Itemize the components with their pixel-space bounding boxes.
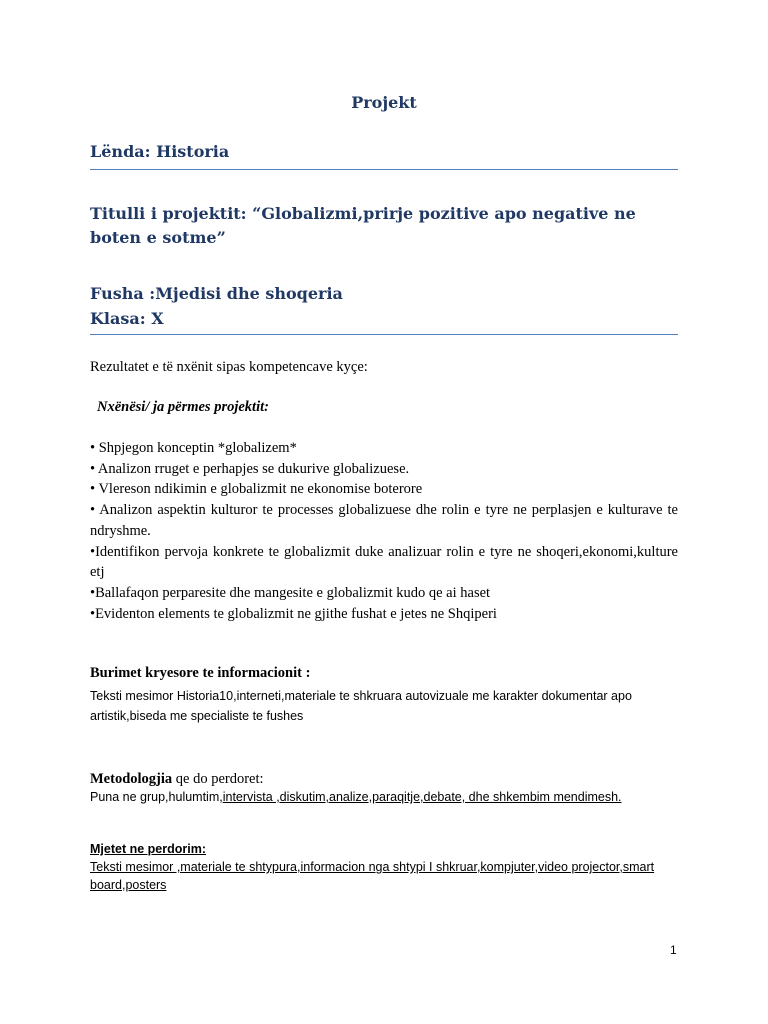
subject-heading: Lënda: Historia bbox=[90, 142, 230, 161]
list-item: •Evidenton elements te globalizmit ne gjithe fushat e jetes ne Shqiperi bbox=[90, 605, 497, 622]
project-title-heading: Titulli i projektit: “Globalizmi,prirje pozitive apo negative ne boten e sotme” bbox=[90, 204, 636, 247]
tools-heading: Mjetet ne perdorim: bbox=[90, 842, 206, 856]
field-heading: Fusha :Mjedisi dhe shoqeria bbox=[90, 284, 343, 303]
page-number: 1 bbox=[670, 943, 677, 957]
class-heading: Klasa: X bbox=[90, 309, 164, 328]
list-item: •Identifikon pervoja konkrete te globalizmit duke analizuar rolin e tyre ne shoqeri,ekonomi,kulture etj bbox=[90, 543, 678, 581]
tools-text: Teksti mesimor ,materiale te shtypura,informacion nga shtypi I shkruar,kompjuter,video projector,smart board,posters bbox=[90, 860, 655, 892]
heading-divider bbox=[90, 169, 678, 170]
methodology-text-underlined: intervista ,diskutim,analize,paraqitje,debate, dhe shkembim mendimesh. bbox=[222, 790, 622, 804]
methodology-text bbox=[90, 790, 622, 804]
list-item: • Analizon rruget e perhapjes se dukurive globalizuese. bbox=[90, 460, 410, 477]
methodology-text-plain: Puna ne grup,hulumtim, bbox=[90, 790, 223, 804]
list-item: • Vlereson ndikimin e globalizmit ne ekonomise boterore bbox=[90, 481, 423, 498]
list-item: • Shpjegon konceptin *globalizem* bbox=[90, 440, 297, 456]
document-title: Projekt bbox=[351, 93, 417, 112]
outcomes-list bbox=[90, 438, 678, 624]
heading-divider bbox=[90, 334, 678, 335]
methodology-heading bbox=[90, 771, 264, 788]
list-item: •Ballafaqon perparesite dhe mangesite e globalizmit kudo qe ai haset bbox=[90, 584, 491, 601]
sources-text: Teksti mesimor Historia10,interneti,materiale te shkruara autovizuale me karakter dokumentar apo artistik,biseda me specialiste te fushes bbox=[90, 689, 632, 723]
methodology-heading-bold: Metodologjia bbox=[90, 771, 173, 787]
intro-text: Rezultatet e të nxënit sipas kompetencave kyçe: bbox=[90, 359, 368, 375]
methodology-heading-rest: qe do perdoret: bbox=[172, 771, 264, 787]
sources-heading: Burimet kryesore te informacionit : bbox=[90, 665, 311, 681]
outcomes-subheading: Nxënësi/ ja përmes projektit: bbox=[97, 399, 269, 415]
list-item: • Analizon aspektin kulturor te processes globalizuese dhe rolin e tyre ne perplasjen e kulturave te ndryshme. bbox=[90, 502, 678, 539]
